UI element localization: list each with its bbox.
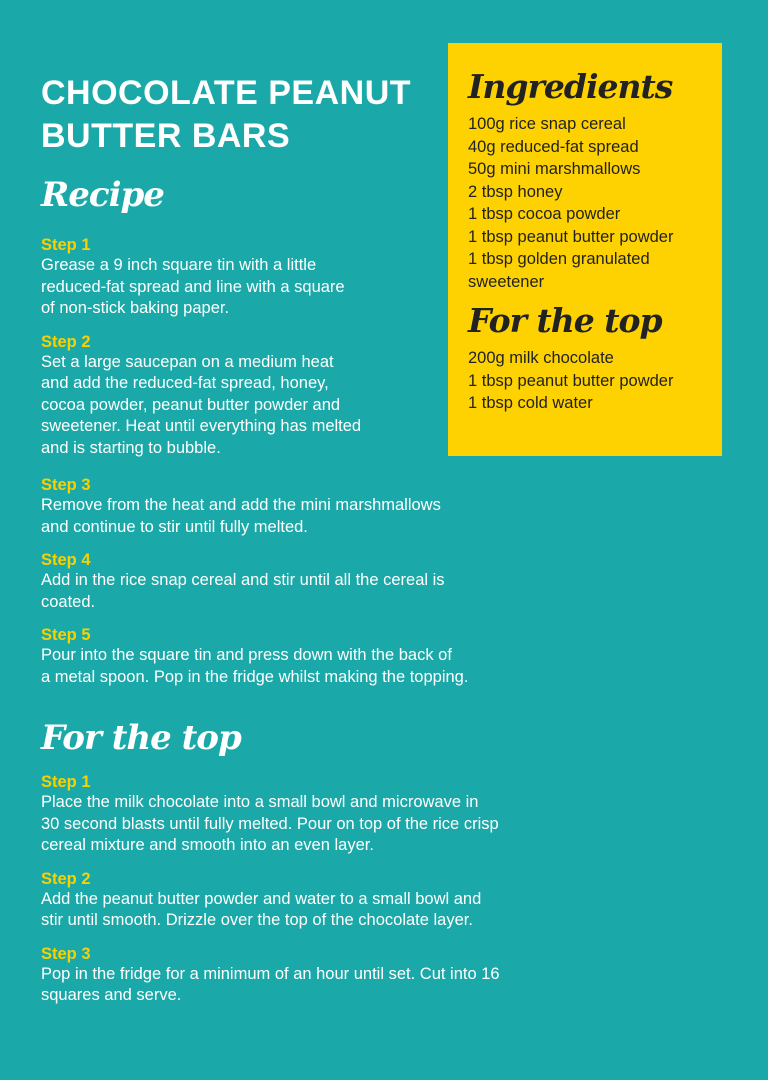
ingredients-heading: Ingredients — [468, 67, 673, 106]
step-label: Step 4 — [41, 551, 91, 569]
recipe-step — [41, 235, 441, 320]
step-text: Remove from the heat and add the mini marshmallows and continue to stir until fully melted. — [41, 496, 441, 536]
step-text: Add the peanut butter powder and water to a small bowl and stir until smooth. Drizzle over the top of the chocolate layer. — [41, 889, 482, 929]
topping-step — [41, 944, 601, 1007]
ingredients-panel — [448, 43, 722, 456]
step-label: Step 5 — [41, 626, 91, 644]
topping-heading: For the top — [41, 718, 241, 758]
step-text: Grease a 9 inch square tin with a little reduced-fat spread and line with a square of non-stick baking paper. — [41, 256, 345, 317]
recipe-step — [41, 475, 601, 538]
ingredient-item: 1 tbsp peanut butter powder — [468, 371, 674, 390]
topping-step — [41, 772, 601, 857]
step-text: Pop in the fridge for a minimum of an hour until set. Cut into 16 squares and serve. — [41, 964, 500, 1004]
ingredient-item: 1 tbsp golden granulated sweetener — [468, 250, 650, 291]
ingredients-list — [468, 113, 706, 293]
step-text: Pour into the square tin and press down with the back of a metal spoon. Pop in the fridge whilst making the topping. — [41, 646, 469, 686]
recipe-step — [41, 550, 601, 613]
step-text: Set a large saucepan on a medium heat and add the reduced-fat spread, honey, cocoa powder, peanut butter powder and sweetener. Heat until everything has melted and is starting to bubble. — [41, 352, 362, 457]
step-label: Step 1 — [41, 773, 91, 791]
ingredient-item: 1 tbsp peanut butter powder — [468, 227, 674, 246]
ingredient-item: 2 tbsp honey — [468, 182, 563, 201]
ingredient-item: 1 tbsp cocoa powder — [468, 205, 621, 223]
step-label: Step 3 — [41, 944, 91, 963]
ingredient-item: 40g reduced-fat spread — [468, 137, 639, 156]
step-label: Step 2 — [41, 869, 91, 888]
ingredient-item: 200g milk chocolate — [468, 349, 614, 367]
recipe-step — [41, 625, 601, 688]
step-text: Place the milk chocolate into a small bowl and microwave in 30 second blasts until fully melted. Pour on top of the rice crisp cereal mixture and smooth into an even layer. — [41, 793, 499, 854]
step-label: Step 2 — [41, 332, 91, 351]
recipe-step — [41, 332, 441, 460]
step-label: Step 3 — [41, 476, 91, 494]
step-text: Add in the rice snap cereal and stir until all the cereal is coated. — [41, 571, 445, 611]
recipe-steps-continued — [41, 475, 601, 700]
ingredient-item: 1 tbsp cold water — [468, 394, 593, 412]
topping-step — [41, 869, 601, 932]
topping-steps — [41, 772, 601, 1019]
topping-ingredients-list — [468, 347, 706, 415]
ingredients-topping-heading: For the top — [468, 301, 662, 340]
recipe-heading: Recipe — [41, 175, 164, 215]
recipe-steps — [41, 235, 441, 471]
recipe-title: CHOCOLATE PEANUT BUTTER BARS — [41, 74, 412, 155]
ingredient-item: 100g rice snap cereal — [468, 115, 626, 133]
ingredient-item: 50g mini marshmallows — [468, 160, 641, 178]
step-label: Step 1 — [41, 236, 91, 254]
